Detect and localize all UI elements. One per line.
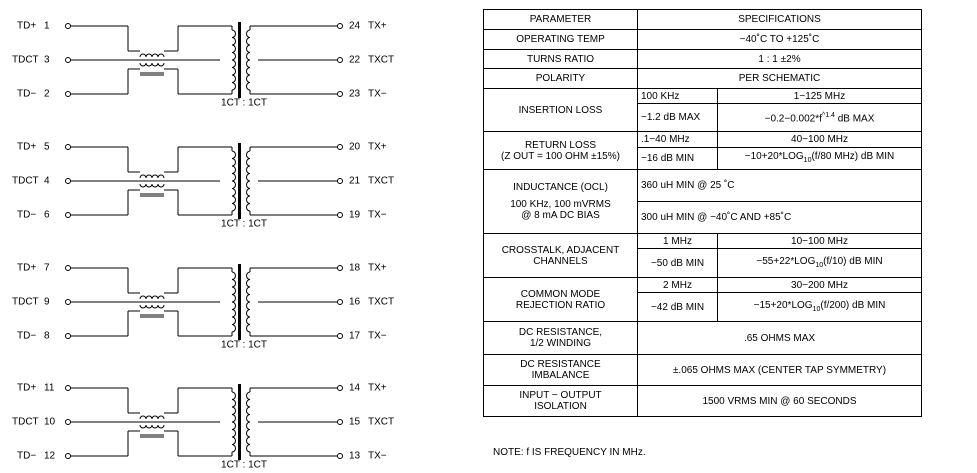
choke-coil bbox=[146, 305, 152, 308]
pin-terminal bbox=[66, 58, 71, 63]
pin-label: TX− bbox=[368, 450, 387, 462]
secondary-winding bbox=[247, 325, 251, 333]
choke-coil bbox=[152, 305, 158, 308]
turns-ratio-value: 1 : 1 ±2% bbox=[638, 50, 922, 69]
return-loss-value-2 bbox=[718, 148, 922, 170]
choke-coil bbox=[140, 305, 146, 308]
pin-terminal bbox=[66, 454, 71, 459]
pin-number: 4 bbox=[44, 175, 50, 187]
turns-ratio-label: 1CT : 1CT bbox=[221, 459, 267, 471]
pin-number: 16 bbox=[349, 296, 361, 308]
frequency-note: NOTE: f IS FREQUENCY IN MHz. bbox=[493, 447, 646, 458]
cmrr-value-1: −42 dB MIN bbox=[638, 293, 718, 322]
return-loss-impedance: (Z OUT = 100 OHM ±15%) bbox=[501, 150, 620, 162]
crosstalk-label bbox=[484, 234, 638, 278]
pin-terminal bbox=[66, 213, 71, 218]
primary-winding bbox=[232, 445, 236, 453]
polarity-label: POLARITY bbox=[484, 69, 638, 89]
cmrr-title: COMMON MODE bbox=[520, 288, 601, 300]
primary-winding bbox=[232, 159, 236, 167]
secondary-winding bbox=[247, 196, 251, 204]
crosstalk-log-base: 10 bbox=[815, 261, 824, 269]
crosstalk-freq-1: 1 MHz bbox=[638, 234, 718, 249]
pin-number: 10 bbox=[44, 416, 56, 428]
primary-winding bbox=[232, 68, 236, 76]
pin-label: TDCT bbox=[12, 296, 39, 308]
primary-winding bbox=[232, 400, 236, 408]
dc-resistance-title-2: 1/2 WINDING bbox=[529, 338, 592, 349]
choke-coil bbox=[158, 425, 164, 428]
pin-terminal bbox=[338, 58, 343, 63]
secondary-winding bbox=[247, 317, 251, 325]
primary-winding bbox=[232, 53, 235, 61]
choke-coil bbox=[158, 63, 164, 66]
return-loss-freq-1: .1−40 MHz bbox=[638, 132, 718, 148]
primary-winding bbox=[232, 317, 236, 325]
inductance-value-2: 300 uH MIN @ −40˚C AND +85˚C bbox=[638, 202, 922, 234]
secondary-winding bbox=[247, 174, 251, 182]
choke-coil bbox=[140, 296, 146, 299]
pin-number: 13 bbox=[349, 450, 361, 462]
turns-ratio-label: 1CT : 1CT bbox=[221, 218, 267, 230]
secondary-winding bbox=[247, 204, 251, 212]
transformer-core bbox=[238, 143, 241, 219]
secondary-winding bbox=[247, 430, 251, 438]
primary-winding bbox=[232, 287, 236, 295]
transformer-channel-2 bbox=[12, 142, 394, 230]
pin-number: 15 bbox=[349, 416, 361, 428]
primary-winding bbox=[232, 196, 236, 204]
dc-imbalance-label bbox=[484, 355, 638, 386]
primary-winding bbox=[232, 30, 236, 38]
secondary-winding bbox=[247, 166, 251, 174]
primary-winding bbox=[232, 325, 236, 333]
pin-label: TX− bbox=[368, 209, 387, 221]
choke-coil bbox=[158, 305, 164, 308]
choke-coil bbox=[146, 296, 152, 299]
secondary-winding bbox=[247, 295, 251, 303]
pin-number: 24 bbox=[349, 20, 361, 32]
secondary-winding bbox=[247, 53, 250, 61]
turns-ratio-label: 1CT : 1CT bbox=[221, 339, 267, 351]
cmrr-label bbox=[484, 278, 638, 322]
cmrr-freq-1: 2 MHz bbox=[638, 278, 718, 293]
pin-terminal bbox=[338, 145, 343, 150]
primary-winding bbox=[232, 38, 236, 46]
operating-temp-value: −40˚C TO +125˚C bbox=[638, 30, 922, 50]
pin-terminal bbox=[66, 300, 71, 305]
pin-terminal bbox=[338, 300, 343, 305]
dc-imbalance-value: ±.065 OHMS MAX (CENTER TAP SYMMETRY) bbox=[638, 355, 922, 386]
choke-coil bbox=[158, 416, 164, 419]
crosstalk-title-2: CHANNELS bbox=[533, 255, 588, 267]
primary-winding bbox=[232, 166, 236, 174]
cmrr-value-2 bbox=[718, 293, 922, 322]
choke-coil bbox=[152, 175, 158, 178]
cmrr-formula: −15+20*LOG bbox=[753, 299, 813, 311]
primary-winding bbox=[232, 422, 236, 430]
pin-number: 8 bbox=[44, 330, 50, 342]
dc-resistance-value: .65 OHMS MAX bbox=[638, 322, 922, 355]
choke-coil bbox=[152, 296, 158, 299]
pin-terminal bbox=[338, 334, 343, 339]
pin-label: TX− bbox=[368, 88, 387, 100]
choke-coil bbox=[140, 416, 146, 419]
pin-label: TXCT bbox=[368, 416, 395, 428]
turns-ratio-label: 1CT : 1CT bbox=[221, 97, 267, 109]
crosstalk-args: (f/10) dB MIN bbox=[823, 255, 883, 267]
pin-terminal bbox=[66, 266, 71, 271]
cmrr-log-base: 10 bbox=[812, 305, 821, 313]
pin-number: 18 bbox=[349, 262, 361, 274]
choke-coil bbox=[146, 416, 152, 419]
dc-imbalance-title: DC RESISTANCE bbox=[520, 359, 601, 370]
pin-terminal bbox=[338, 179, 343, 184]
pin-terminal bbox=[338, 420, 343, 425]
pin-number: 5 bbox=[44, 141, 50, 153]
dc-imbalance-title-2: IMBALANCE bbox=[531, 370, 590, 381]
secondary-winding bbox=[247, 83, 251, 91]
choke-coil bbox=[146, 63, 152, 66]
secondary-winding bbox=[247, 45, 251, 53]
secondary-winding bbox=[247, 415, 251, 423]
secondary-winding bbox=[247, 302, 251, 310]
transformer-channel-1 bbox=[12, 21, 394, 109]
choke-coil bbox=[158, 175, 164, 178]
primary-winding bbox=[232, 280, 236, 288]
return-loss-value-1: −16 dB MIN bbox=[638, 148, 718, 170]
transformer-channel-3 bbox=[12, 263, 394, 351]
secondary-winding bbox=[247, 437, 251, 445]
secondary-winding bbox=[247, 287, 251, 295]
isolation-label bbox=[484, 386, 638, 417]
isolation-title-2: ISOLATION bbox=[534, 401, 587, 412]
pin-label: TDCT bbox=[12, 54, 39, 66]
pin-label: TD+ bbox=[17, 262, 37, 274]
primary-winding bbox=[232, 302, 236, 310]
pin-number: 1 bbox=[44, 20, 50, 32]
polarity-value: PER SCHEMATIC bbox=[638, 69, 922, 89]
secondary-winding bbox=[247, 181, 251, 189]
choke-coil bbox=[140, 425, 146, 428]
secondary-winding bbox=[247, 151, 251, 159]
pin-number: 22 bbox=[349, 54, 361, 66]
choke-coil bbox=[146, 175, 152, 178]
secondary-winding bbox=[247, 159, 251, 167]
pin-label: TD− bbox=[17, 330, 37, 342]
dc-resistance-title: DC RESISTANCE, bbox=[518, 327, 603, 338]
primary-winding bbox=[232, 295, 236, 303]
secondary-winding bbox=[247, 75, 251, 83]
pin-label: TD− bbox=[17, 450, 37, 462]
inductance-value-1: 360 uH MIN @ 25 ˚C bbox=[638, 170, 922, 202]
pin-number: 12 bbox=[44, 450, 56, 462]
isolation-title: INPUT − OUTPUT bbox=[519, 390, 602, 401]
pin-terminal bbox=[338, 266, 343, 271]
pin-number: 9 bbox=[44, 296, 50, 308]
primary-winding bbox=[232, 437, 236, 445]
pin-number: 3 bbox=[44, 54, 50, 66]
insertion-loss-value-1: −1.2 dB MAX bbox=[638, 104, 718, 132]
insertion-loss-value-2 bbox=[718, 104, 922, 132]
primary-winding bbox=[232, 204, 236, 212]
crosstalk-value-1: −50 dB MIN bbox=[638, 249, 718, 278]
secondary-winding bbox=[247, 38, 251, 46]
pin-label: TX+ bbox=[368, 262, 387, 274]
primary-winding bbox=[232, 181, 236, 189]
choke-coil bbox=[158, 54, 164, 57]
dc-resistance-label bbox=[484, 322, 638, 355]
specification-table bbox=[483, 9, 922, 417]
pin-number: 17 bbox=[349, 330, 361, 342]
pin-terminal bbox=[66, 179, 71, 184]
primary-winding bbox=[232, 151, 236, 159]
primary-winding bbox=[232, 83, 236, 91]
transformer-core bbox=[238, 22, 241, 98]
insertion-loss-unit: dB MAX bbox=[834, 113, 875, 125]
choke-coil bbox=[140, 184, 146, 187]
secondary-winding bbox=[247, 280, 251, 288]
choke-coil bbox=[158, 184, 164, 187]
pin-terminal bbox=[66, 24, 71, 29]
insertion-loss-freq-2: 1−125 MHz bbox=[718, 89, 922, 104]
primary-winding bbox=[232, 392, 236, 400]
choke-coil bbox=[140, 63, 146, 66]
return-loss-title: RETURN LOSS bbox=[524, 139, 597, 151]
isolation-value: 1500 VRMS MIN @ 60 SECONDS bbox=[638, 386, 922, 417]
primary-winding bbox=[232, 415, 236, 423]
primary-winding bbox=[232, 174, 236, 182]
pin-terminal bbox=[66, 145, 71, 150]
transformer-core bbox=[238, 384, 241, 460]
pin-label: TX+ bbox=[368, 382, 387, 394]
pin-number: 23 bbox=[349, 88, 361, 100]
cmrr-args: (f/200) dB MIN bbox=[820, 299, 886, 311]
pin-number: 19 bbox=[349, 209, 361, 221]
pin-label: TXCT bbox=[368, 54, 395, 66]
return-loss-formula: −10+20*LOG bbox=[744, 151, 804, 162]
choke-coil bbox=[152, 425, 158, 428]
choke-coil bbox=[140, 54, 146, 57]
secondary-winding bbox=[247, 400, 251, 408]
choke-coil bbox=[140, 175, 146, 178]
pin-terminal bbox=[338, 24, 343, 29]
pin-label: TX+ bbox=[368, 141, 387, 153]
secondary-winding bbox=[247, 445, 251, 453]
primary-winding bbox=[232, 189, 236, 197]
operating-temp-label: OPERATING TEMP bbox=[484, 30, 638, 50]
pin-label: TD− bbox=[17, 209, 37, 221]
secondary-winding bbox=[247, 68, 251, 76]
insertion-loss-freq-1: 100 KHz bbox=[638, 89, 718, 104]
pin-label: TDCT bbox=[12, 175, 39, 187]
secondary-winding bbox=[247, 422, 251, 430]
choke-coil bbox=[152, 63, 158, 66]
pin-terminal bbox=[66, 386, 71, 391]
choke-coil bbox=[146, 54, 152, 57]
pin-label: TXCT bbox=[368, 296, 395, 308]
header-parameter: PARAMETER bbox=[484, 10, 638, 30]
return-loss-log-base: 10 bbox=[803, 157, 812, 164]
pin-number: 7 bbox=[44, 262, 50, 274]
crosstalk-title: CROSSTALK, ADJACENT bbox=[501, 244, 620, 256]
secondary-winding bbox=[247, 272, 251, 280]
return-loss-freq-2: 40−100 MHz bbox=[718, 132, 922, 148]
return-loss-label bbox=[484, 132, 638, 170]
pin-label: TX− bbox=[368, 330, 387, 342]
pin-terminal bbox=[66, 420, 71, 425]
turns-ratio-label: TURNS RATIO bbox=[484, 50, 638, 69]
pin-label: TD+ bbox=[17, 382, 37, 394]
primary-winding bbox=[232, 60, 236, 68]
choke-coil bbox=[146, 184, 152, 187]
inductance-label bbox=[484, 170, 638, 234]
pin-terminal bbox=[338, 386, 343, 391]
choke-coil bbox=[152, 416, 158, 419]
pin-terminal bbox=[66, 334, 71, 339]
transformer-channel-4 bbox=[12, 383, 394, 471]
pin-terminal bbox=[66, 92, 71, 97]
secondary-winding bbox=[247, 392, 251, 400]
choke-coil bbox=[158, 296, 164, 299]
secondary-winding bbox=[247, 30, 251, 38]
cmrr-freq-2: 30−200 MHz bbox=[718, 278, 922, 293]
choke-coil bbox=[146, 425, 152, 428]
pin-terminal bbox=[338, 92, 343, 97]
secondary-winding bbox=[247, 407, 251, 415]
pin-number: 11 bbox=[44, 382, 55, 394]
secondary-winding bbox=[247, 189, 251, 197]
pin-label: TD+ bbox=[17, 141, 37, 153]
crosstalk-formula: −55+22*LOG bbox=[756, 255, 816, 267]
pin-terminal bbox=[338, 454, 343, 459]
secondary-winding bbox=[247, 310, 251, 318]
choke-coil bbox=[152, 54, 158, 57]
crosstalk-freq-2: 10−100 MHz bbox=[718, 234, 922, 249]
choke-coil bbox=[152, 184, 158, 187]
pin-number: 20 bbox=[349, 141, 361, 153]
pin-label: TD+ bbox=[17, 20, 37, 32]
insertion-loss-label: INSERTION LOSS bbox=[484, 89, 638, 132]
pin-number: 6 bbox=[44, 209, 50, 221]
primary-winding bbox=[232, 430, 236, 438]
primary-winding bbox=[232, 407, 236, 415]
cmrr-title-2: REJECTION RATIO bbox=[515, 299, 606, 311]
inductance-conditions: 100 KHz, 100 mVRMS bbox=[510, 199, 611, 210]
inductance-title: INDUCTANCE (OCL) bbox=[513, 182, 608, 193]
secondary-winding bbox=[247, 60, 251, 68]
primary-winding bbox=[232, 45, 236, 53]
insertion-loss-exponent: ^1.4 bbox=[821, 112, 835, 120]
pin-label: TX+ bbox=[368, 20, 387, 32]
transformer-core bbox=[238, 264, 241, 340]
inductance-bias: @ 8 mA DC BIAS bbox=[521, 210, 600, 221]
pin-number: 2 bbox=[44, 88, 50, 100]
primary-winding bbox=[232, 310, 236, 318]
pin-number: 14 bbox=[349, 382, 361, 394]
header-specifications: SPECIFICATIONS bbox=[638, 10, 922, 30]
primary-winding bbox=[232, 75, 236, 83]
transformer-schematic bbox=[0, 0, 450, 473]
pin-number: 21 bbox=[349, 175, 361, 187]
return-loss-args: (f/80 MHz) dB MIN bbox=[811, 151, 895, 162]
primary-winding bbox=[232, 272, 236, 280]
pin-label: TDCT bbox=[12, 416, 39, 428]
pin-label: TD− bbox=[17, 88, 37, 100]
pin-terminal bbox=[338, 213, 343, 218]
crosstalk-value-2 bbox=[718, 249, 922, 278]
pin-label: TXCT bbox=[368, 175, 395, 187]
insertion-loss-formula: −0.2−0.002*f bbox=[764, 113, 822, 125]
